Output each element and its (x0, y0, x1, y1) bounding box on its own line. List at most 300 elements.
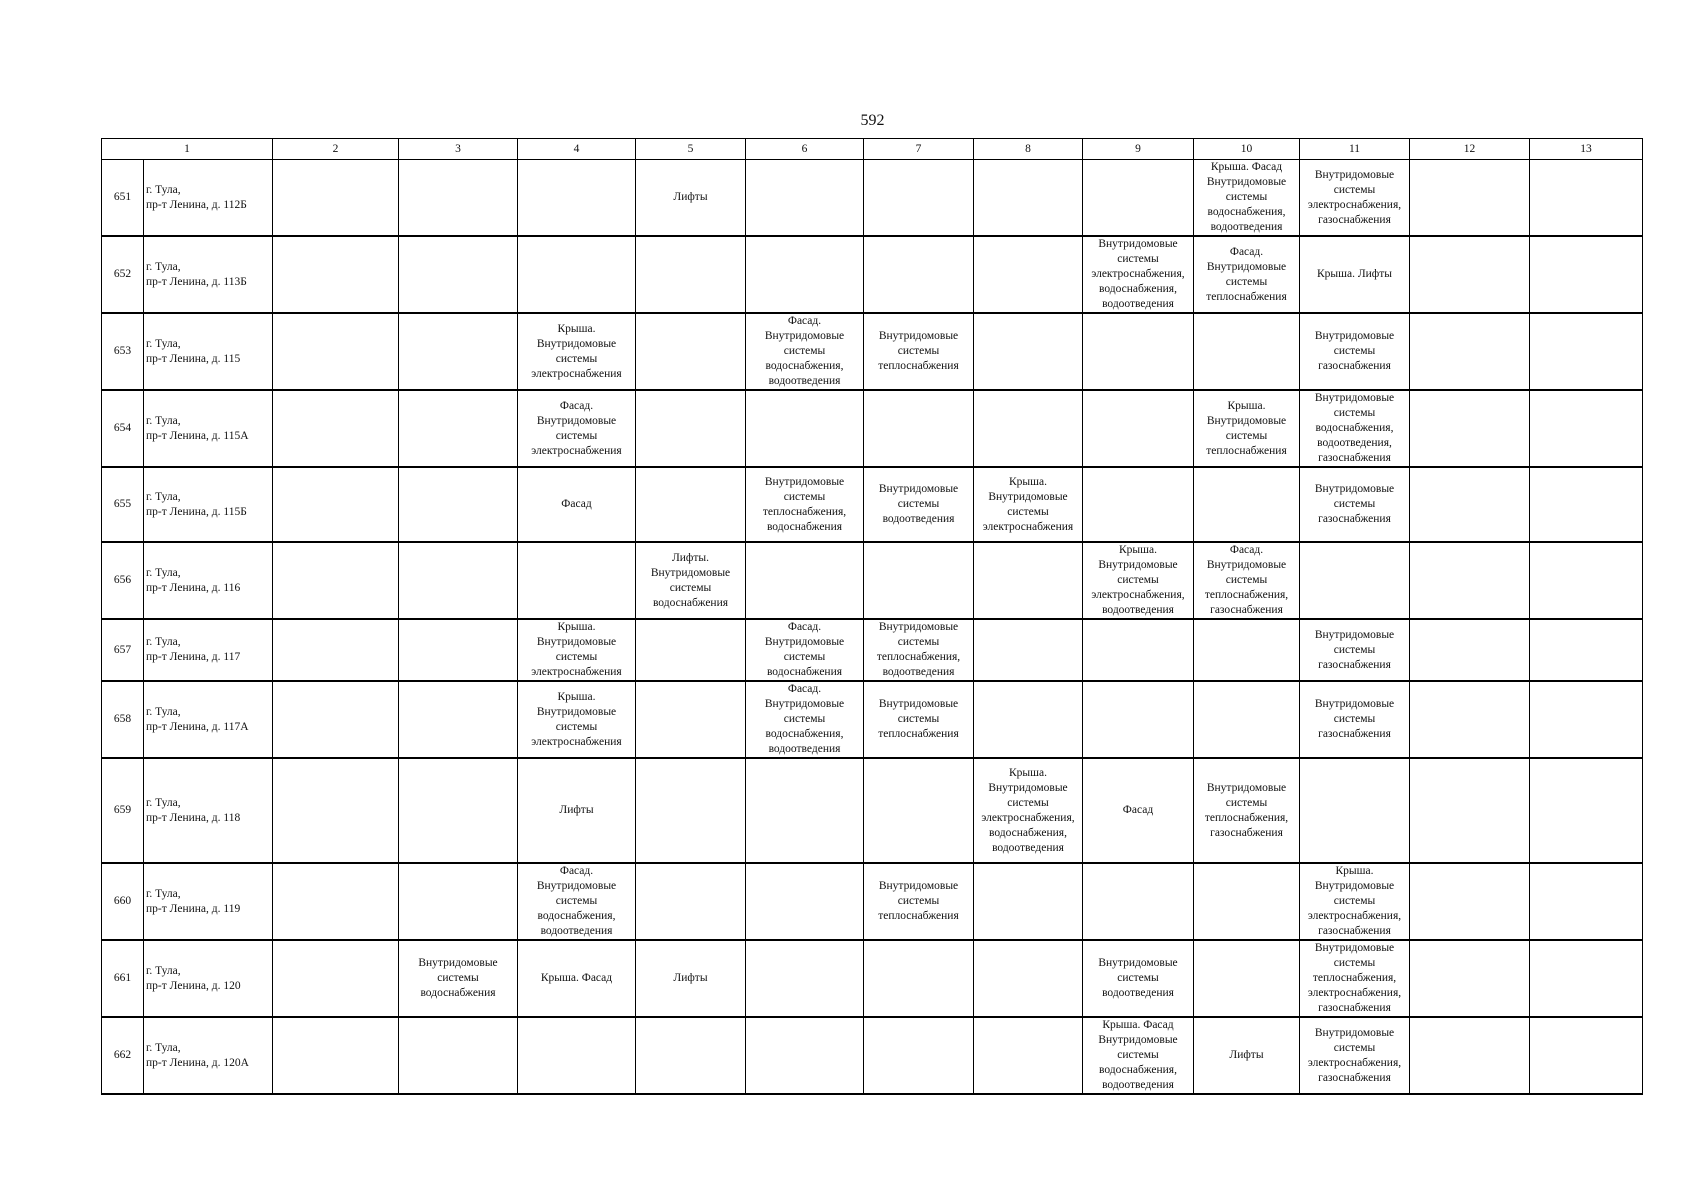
work-cell-col-4 (518, 940, 636, 1017)
work-item-line: системы (897, 498, 940, 510)
work-item-line: газоснабжения (1318, 1002, 1391, 1014)
work-item-line: Внутридомовые (764, 330, 845, 342)
work-item-line: Крыша. Фасад (540, 972, 613, 984)
row-number-cell: 653 (102, 313, 144, 390)
work-cell-col-13 (1530, 681, 1643, 758)
work-item-line: системы (1333, 643, 1376, 656)
work-item-line: Крыша. Лифты (1316, 268, 1392, 280)
address-line: пр-т Ленина, д. 112Б (146, 198, 247, 211)
work-item-line: Внутридомовые (1314, 628, 1395, 641)
table-row (102, 390, 1643, 467)
work-cell-col-9 (1083, 1017, 1194, 1094)
work-cell-col-10 (1194, 940, 1300, 1017)
work-cell-col-6 (746, 681, 864, 758)
work-item-line: Лифты (559, 804, 594, 816)
column-header: 11 (1300, 139, 1410, 160)
work-cell-col-6 (746, 160, 864, 237)
work-item-line: Крыша. (1009, 766, 1047, 779)
work-item-line: системы (1333, 1041, 1376, 1054)
work-item-line: системы (783, 345, 826, 357)
work-cell-col-6 (746, 619, 864, 681)
address-line: г. Тула, (146, 337, 181, 350)
work-item-line: электроснабжения, (981, 811, 1075, 824)
work-cell-col-4 (518, 1017, 636, 1094)
work-cell-col-7 (864, 313, 974, 390)
work-item-line: Крыша. Фасад (1102, 1019, 1174, 1031)
work-item-line: электроснабжения (982, 520, 1074, 533)
work-item-line: системы (1333, 498, 1376, 510)
work-cell-col-7 (864, 619, 974, 681)
work-cell-col-10 (1194, 160, 1300, 237)
work-cell-col-8 (974, 758, 1083, 863)
work-cell-col-2 (273, 940, 399, 1017)
work-cell-col-4 (518, 863, 636, 940)
work-cell-col-8 (974, 863, 1083, 940)
column-number-header-row (102, 139, 1643, 160)
work-cell-col-6 (746, 467, 864, 542)
work-cell-col-8 (974, 681, 1083, 758)
work-cell-col-12 (1410, 940, 1530, 1017)
work-cell-col-13 (1530, 160, 1643, 237)
work-cell-col-3 (399, 160, 518, 237)
work-item-line: Внутридомовые (1314, 942, 1395, 954)
table-row (102, 236, 1643, 313)
work-item-line: водоснабжения, (989, 826, 1067, 839)
work-item-line: электроснабжения (531, 666, 622, 678)
work-item-line: водоотведения (1102, 298, 1174, 310)
work-item-line: электроснабжения, (1307, 198, 1402, 211)
work-cell-col-3 (399, 467, 518, 542)
work-cell-col-10 (1194, 619, 1300, 681)
work-cell-col-9 (1083, 619, 1194, 681)
work-item-line: Внутридомовые (1206, 781, 1287, 794)
address-line: пр-т Ленина, д. 115 (146, 352, 241, 365)
work-item-line: теплоснабжения, (762, 505, 847, 518)
work-item-line: газоснабжения (1318, 513, 1391, 525)
work-cell-col-7 (864, 940, 974, 1017)
work-cell-col-11 (1300, 467, 1410, 542)
address-cell (144, 681, 273, 758)
work-item-line: Фасад. (787, 315, 822, 327)
address-line: г. Тула, (146, 796, 181, 809)
work-item-line: Внутридомовые (764, 698, 845, 710)
work-cell-col-3 (399, 542, 518, 619)
work-cell-col-13 (1530, 940, 1643, 1017)
work-item-line: системы (783, 490, 826, 503)
row-number-cell: 658 (102, 681, 144, 758)
address-line: пр-т Ленина, д. 119 (146, 902, 241, 915)
work-item-line: водоснабжения (766, 666, 843, 678)
work-cell-col-11 (1300, 863, 1410, 940)
address-cell (144, 940, 273, 1017)
column-header: 5 (636, 139, 746, 160)
work-item-line: Внутридомовые (536, 705, 617, 718)
address-cell (144, 1017, 273, 1094)
work-cell-col-11 (1300, 940, 1410, 1017)
work-cell-col-5 (636, 542, 746, 619)
work-item-line: газоснабжения (1210, 604, 1283, 616)
work-item-line: Фасад. (1229, 544, 1264, 556)
work-item-line: теплоснабжения (878, 360, 959, 372)
work-item-line: водоснабжения (420, 987, 496, 999)
work-item-line: системы (1333, 345, 1376, 357)
work-cell-col-9 (1083, 390, 1194, 467)
work-cell-col-7 (864, 160, 974, 237)
work-item-line: системы (1117, 972, 1159, 984)
work-item-line: водоотведения (1210, 221, 1283, 233)
work-item-line: теплоснабжения, (1312, 972, 1397, 984)
address-line: г. Тула, (146, 183, 181, 196)
table-body (102, 160, 1643, 1095)
work-item-line: Внутридомовые (988, 490, 1068, 503)
work-cell-col-3 (399, 390, 518, 467)
table-row (102, 1017, 1643, 1094)
work-item-line: водоснабжения (652, 596, 729, 609)
work-cell-col-6 (746, 390, 864, 467)
work-cell-col-2 (273, 619, 399, 681)
column-header: 6 (746, 139, 864, 160)
work-item-line: газоснабжения (1318, 1071, 1391, 1084)
work-item-line: водоснабжения, (537, 910, 616, 922)
work-item-line: системы (1225, 275, 1268, 288)
work-item-line: Внутридомовые (878, 483, 959, 495)
work-item-line: системы (1333, 713, 1376, 725)
row-number-cell: 657 (102, 619, 144, 681)
work-item-line: Лифты (673, 972, 708, 984)
work-cell-col-5 (636, 681, 746, 758)
work-item-line: Крыша. (557, 621, 596, 633)
work-cell-col-8 (974, 619, 1083, 681)
work-item-line: системы (897, 345, 940, 357)
work-cell-col-12 (1410, 467, 1530, 542)
work-item-line: водоотведения (540, 925, 613, 937)
work-cell-col-13 (1530, 390, 1643, 467)
work-cell-col-2 (273, 160, 399, 237)
work-item-line: газоснабжения (1318, 360, 1391, 372)
address-cell (144, 236, 273, 313)
work-item-line: газоснабжения (1318, 658, 1391, 671)
work-cell-col-9 (1083, 863, 1194, 940)
work-item-line: Внутридомовые (878, 330, 959, 342)
work-cell-col-12 (1410, 236, 1530, 313)
work-item-line: Внутридомовые (536, 636, 617, 648)
work-item-line: водоснабжения, (1099, 283, 1177, 295)
work-item-line: системы (555, 895, 598, 907)
work-item-line: водоснабжения, (1315, 422, 1394, 434)
work-item-line: Внутридомовые (1314, 168, 1395, 181)
table-row (102, 940, 1643, 1017)
column-header: 8 (974, 139, 1083, 160)
work-cell-col-7 (864, 236, 974, 313)
work-item-line: Крыша. (557, 322, 596, 335)
column-header: 10 (1194, 139, 1300, 160)
work-item-line: газоснабжения (1318, 213, 1391, 226)
work-item-line: Внутридомовые (536, 337, 617, 350)
work-cell-col-9 (1083, 236, 1194, 313)
work-cell-col-13 (1530, 542, 1643, 619)
work-cell-col-13 (1530, 236, 1643, 313)
work-item-line: системы (555, 651, 598, 663)
work-cell-col-8 (974, 1017, 1083, 1094)
work-cell-col-7 (864, 390, 974, 467)
address-line: пр-т Ленина, д. 116 (146, 581, 241, 594)
work-item-line: Фасад. (787, 621, 822, 633)
address-line: г. Тула, (146, 705, 181, 718)
work-cell-col-4 (518, 390, 636, 467)
work-cell-col-10 (1194, 542, 1300, 619)
work-cell-col-2 (273, 313, 399, 390)
work-cell-col-9 (1083, 467, 1194, 542)
work-cell-col-5 (636, 160, 746, 237)
work-item-line: Внутридомовые (418, 957, 498, 969)
address-line: г. Тула, (146, 636, 181, 648)
work-item-line: системы (1117, 1049, 1159, 1061)
work-cell-col-12 (1410, 1017, 1530, 1094)
work-item-line: Внутридомовые (1098, 957, 1178, 969)
work-cell-col-11 (1300, 619, 1410, 681)
row-number-cell: 652 (102, 236, 144, 313)
work-cell-col-6 (746, 236, 864, 313)
table-row (102, 681, 1643, 758)
work-item-line: Лифты. (671, 551, 710, 564)
work-cell-col-4 (518, 467, 636, 542)
work-item-line: водоснабжения, (765, 360, 844, 372)
work-item-line: водоотведения (1102, 604, 1174, 616)
work-item-line: системы (1225, 191, 1268, 203)
work-item-line: системы (897, 895, 940, 907)
work-item-line: системы (555, 720, 598, 733)
work-item-line: системы (897, 713, 940, 725)
work-item-line: Крыша. (1009, 475, 1047, 488)
address-cell (144, 863, 273, 940)
work-cell-col-2 (273, 236, 399, 313)
work-cell-col-11 (1300, 160, 1410, 237)
work-cell-col-12 (1410, 681, 1530, 758)
work-item-line: Фасад. (1229, 245, 1264, 258)
work-cell-col-7 (864, 467, 974, 542)
work-cell-col-8 (974, 390, 1083, 467)
work-item-line: теплоснабжения (1206, 290, 1287, 303)
work-item-line: системы (669, 581, 712, 594)
work-item-line: Внутридомовые (1314, 392, 1395, 404)
column-header: 13 (1530, 139, 1643, 160)
work-cell-col-10 (1194, 236, 1300, 313)
column-header: 3 (399, 139, 518, 160)
column-header: 7 (864, 139, 974, 160)
work-item-line: газоснабжения (1318, 925, 1391, 937)
work-item-line: водоснабжения (766, 520, 843, 533)
work-item-line: газоснабжения (1210, 826, 1283, 839)
table-row (102, 863, 1643, 940)
work-item-line: теплоснабжения, (1204, 811, 1289, 824)
work-cell-col-7 (864, 542, 974, 619)
table-row (102, 467, 1643, 542)
work-cell-col-11 (1300, 758, 1410, 863)
work-item-line: электроснабжения, (1307, 987, 1402, 999)
work-cell-col-8 (974, 236, 1083, 313)
work-item-line: газоснабжения (1318, 728, 1391, 740)
work-cell-col-5 (636, 1017, 746, 1094)
work-cell-col-10 (1194, 467, 1300, 542)
work-cell-col-3 (399, 940, 518, 1017)
address-line: пр-т Ленина, д. 113Б (146, 275, 247, 288)
work-item-line: системы (1225, 796, 1268, 809)
work-cell-col-6 (746, 313, 864, 390)
work-item-line: водоснабжения, (765, 728, 844, 740)
work-cell-col-4 (518, 313, 636, 390)
work-item-line: электроснабжения, (1307, 910, 1402, 922)
work-item-line: системы (1117, 253, 1159, 265)
work-cell-col-3 (399, 758, 518, 863)
work-cell-col-3 (399, 681, 518, 758)
work-item-line: водоотведения (1102, 987, 1174, 999)
work-item-line: системы (1225, 429, 1268, 442)
work-item-line: водоотведения, (1317, 437, 1392, 449)
work-cell-col-8 (974, 467, 1083, 542)
work-cell-col-4 (518, 619, 636, 681)
work-cell-col-13 (1530, 467, 1643, 542)
row-number-cell: 656 (102, 542, 144, 619)
row-number-cell: 654 (102, 390, 144, 467)
work-item-line: водоотведения (768, 375, 841, 387)
address-line: пр-т Ленина, д. 120 (146, 979, 241, 992)
work-cell-col-10 (1194, 863, 1300, 940)
work-item-line: электроснабжения, (1091, 268, 1185, 280)
work-cell-col-4 (518, 542, 636, 619)
work-cell-col-5 (636, 619, 746, 681)
row-number-cell: 659 (102, 758, 144, 863)
work-cell-col-11 (1300, 681, 1410, 758)
work-cell-col-2 (273, 863, 399, 940)
work-item-line: системы (783, 713, 826, 725)
work-cell-col-5 (636, 390, 746, 467)
table-row (102, 160, 1643, 237)
address-cell (144, 758, 273, 863)
work-cell-col-3 (399, 1017, 518, 1094)
page-number: 592 (860, 112, 885, 129)
work-cell-col-8 (974, 313, 1083, 390)
work-cell-col-4 (518, 236, 636, 313)
row-number-cell: 655 (102, 467, 144, 542)
work-item-line: водоснабжения, (1207, 206, 1286, 218)
work-cell-col-4 (518, 160, 636, 237)
column-header: 12 (1410, 139, 1530, 160)
table-row (102, 542, 1643, 619)
work-cell-col-10 (1194, 1017, 1300, 1094)
work-item-line: Внутридомовые (1314, 698, 1395, 710)
work-item-line: системы (1333, 183, 1376, 196)
work-item-line: системы (437, 972, 479, 984)
work-cell-col-11 (1300, 313, 1410, 390)
maintenance-schedule-table (101, 138, 1643, 1095)
work-cell-col-2 (273, 390, 399, 467)
work-cell-col-9 (1083, 313, 1194, 390)
work-cell-col-9 (1083, 681, 1194, 758)
work-cell-col-5 (636, 313, 746, 390)
work-item-line: Внутридомовые (1206, 414, 1287, 427)
work-cell-col-5 (636, 940, 746, 1017)
work-cell-col-6 (746, 758, 864, 863)
work-cell-col-8 (974, 542, 1083, 619)
work-item-line: Внутридомовые (1206, 260, 1287, 273)
work-item-line: Крыша. (1119, 544, 1157, 556)
work-cell-col-10 (1194, 390, 1300, 467)
work-cell-col-6 (746, 863, 864, 940)
work-item-line: теплоснабжения (1206, 444, 1287, 457)
work-cell-col-12 (1410, 542, 1530, 619)
work-cell-col-7 (864, 863, 974, 940)
work-cell-col-5 (636, 863, 746, 940)
address-line: г. Тула, (146, 1041, 181, 1054)
address-line: пр-т Ленина, д. 115Б (146, 505, 247, 518)
work-item-line: Крыша. (1227, 399, 1266, 412)
work-item-line: Фасад. (559, 399, 594, 412)
work-item-line: Внутридомовые (1206, 176, 1287, 188)
work-cell-col-11 (1300, 390, 1410, 467)
work-item-line: водоотведения (768, 743, 841, 755)
work-cell-col-13 (1530, 863, 1643, 940)
work-item-line: Внутридомовые (988, 781, 1068, 794)
work-item-line: Фасад (1122, 804, 1154, 816)
work-cell-col-13 (1530, 313, 1643, 390)
work-cell-col-5 (636, 758, 746, 863)
work-item-line: системы (555, 352, 598, 365)
table-row (102, 619, 1643, 681)
work-cell-col-12 (1410, 313, 1530, 390)
work-cell-col-7 (864, 758, 974, 863)
work-item-line: теплоснабжения, (876, 651, 961, 663)
work-item-line: Внутридомовые (1098, 559, 1178, 571)
work-item-line: системы (1225, 574, 1268, 586)
address-line: пр-т Ленина, д. 117 (146, 651, 241, 663)
work-item-line: Фасад. (559, 865, 594, 877)
work-cell-col-2 (273, 467, 399, 542)
work-item-line: электроснабжения, (1307, 1056, 1402, 1069)
work-item-line: водоотведения (1102, 1079, 1174, 1091)
column-header: 1 (102, 139, 273, 160)
work-cell-col-9 (1083, 758, 1194, 863)
address-line: г. Тула, (146, 260, 181, 273)
work-item-line: системы (555, 429, 598, 442)
address-line: пр-т Ленина, д. 120А (146, 1056, 249, 1069)
work-item-line: Фасад. (787, 683, 822, 695)
work-item-line: Внутридомовые (536, 880, 617, 892)
work-item-line: электроснабжения (531, 444, 622, 457)
work-cell-col-10 (1194, 313, 1300, 390)
work-cell-col-8 (974, 940, 1083, 1017)
address-line: г. Тула, (146, 566, 181, 579)
work-cell-col-2 (273, 1017, 399, 1094)
column-header: 2 (273, 139, 399, 160)
work-cell-col-2 (273, 681, 399, 758)
work-cell-col-3 (399, 313, 518, 390)
table-row (102, 313, 1643, 390)
work-item-line: Внутридомовые (650, 566, 731, 579)
work-item-line: Фасад (561, 498, 592, 510)
work-item-line: теплоснабжения, (1204, 589, 1289, 601)
work-item-line: Лифты (673, 191, 708, 203)
work-item-line: системы (1333, 895, 1376, 907)
work-item-line: водоотведения (882, 513, 955, 525)
work-cell-col-6 (746, 940, 864, 1017)
work-cell-col-12 (1410, 619, 1530, 681)
column-header: 4 (518, 139, 636, 160)
address-line: пр-т Ленина, д. 117А (146, 720, 249, 733)
work-cell-col-12 (1410, 390, 1530, 467)
address-cell (144, 390, 273, 467)
row-number-cell: 661 (102, 940, 144, 1017)
work-item-line: системы (1333, 957, 1376, 969)
